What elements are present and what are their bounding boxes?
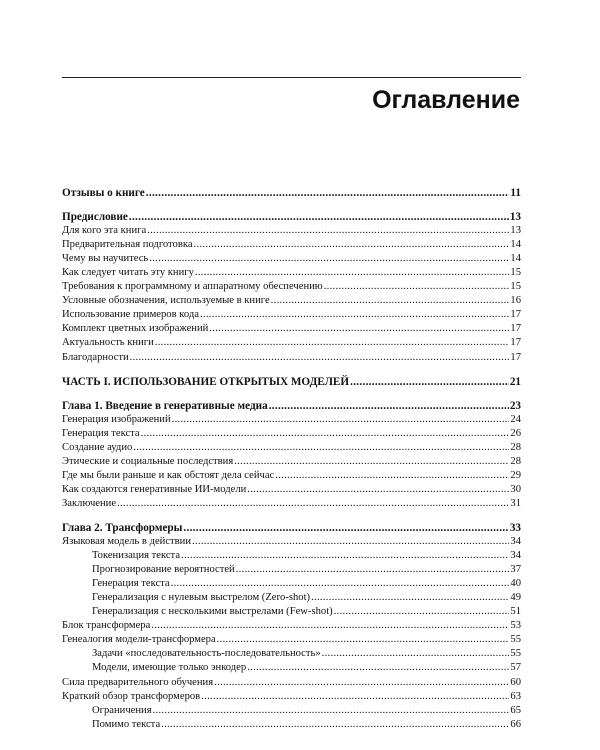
toc-page-number: 14 [510,239,521,251]
toc-page-number: 37 [510,564,521,576]
toc-subentry[interactable] [62,718,521,732]
toc-entry-label: Ограничения [92,704,152,716]
toc-subentry[interactable] [62,661,521,675]
toc-subentry[interactable] [62,605,521,619]
toc-subentry[interactable] [62,647,521,661]
toc-subentry[interactable] [62,577,521,591]
toc-entry[interactable] [62,336,521,350]
dot-leader [311,591,509,605]
toc-entry-label: Предварительная подготовка [62,239,193,251]
toc-heading-entry[interactable] [62,375,521,389]
dot-leader [247,661,509,675]
toc-page-number: 30 [510,483,521,495]
dot-leader [155,336,510,350]
dot-leader [183,521,508,535]
toc-page-number: 13 [509,211,521,224]
toc-page-number: 65 [510,704,521,716]
header-rule [62,77,521,78]
toc-page-number: 28 [510,441,521,453]
dot-leader [236,563,510,577]
toc-page-number: 31 [510,497,521,509]
toc-entry-label: Чему вы научитесь [62,253,149,265]
dot-leader [275,469,509,483]
dot-leader [153,704,510,718]
dot-leader [195,266,510,280]
toc-heading-entry[interactable] [62,399,521,413]
toc-entry-label: Блок трансформера [62,620,151,632]
toc-subentry[interactable] [62,563,521,577]
dot-leader [181,549,509,563]
toc-heading-entry[interactable] [62,186,521,200]
toc-entry[interactable] [62,351,521,365]
toc-entry-label: Комплект цветных изображений [62,323,209,335]
toc-entry-label: Предисловие [62,211,128,224]
toc-entry[interactable] [62,252,521,266]
toc-entry[interactable] [62,690,521,704]
toc-entry-label: Генеалогия модели-трансформера [62,634,216,646]
dot-leader [217,633,510,647]
toc-entry[interactable] [62,441,521,455]
dot-leader [194,238,510,252]
toc-page-number: 26 [510,427,521,439]
dot-leader [172,413,510,427]
dot-leader [201,690,509,704]
toc-page-number: 16 [510,295,521,307]
toc-page-number: 53 [510,620,521,632]
toc-page-number: 21 [509,375,521,388]
toc-page-number: 57 [510,662,521,674]
dot-leader [146,186,510,200]
toc-entry-label: Задачи «последовательность-последовательность» [92,648,321,660]
dot-leader [324,280,510,294]
toc-entry[interactable] [62,455,521,469]
toc-entry-label: Генерализация с нулевым выстрелом (Zero-shot) [92,592,311,604]
toc-subentry[interactable] [62,549,521,563]
toc-entry-label: Краткий обзор трансформеров [62,690,201,702]
toc-entry-label: Создание аудио [62,441,133,453]
toc-page-number: 17 [510,323,521,335]
toc-entry[interactable] [62,535,521,549]
dot-leader [149,252,509,266]
dot-leader [214,676,509,690]
toc-entry[interactable] [62,322,521,336]
dot-leader [129,210,509,224]
toc-entry[interactable] [62,676,521,690]
toc-gap [62,389,521,399]
toc-gap [62,511,521,521]
toc-entry[interactable] [62,238,521,252]
toc-entry-label: Заключение [62,497,117,509]
toc-entry-label: Генерация изображений [62,413,171,425]
toc-heading-entry[interactable] [62,210,521,224]
toc-entry[interactable] [62,633,521,647]
toc-page-number: 17 [510,351,521,363]
toc-page-number: 28 [510,455,521,467]
toc-entry-label: Для кого эта книга [62,225,147,237]
toc-entry-label: Глава 2. Трансформеры [62,521,183,534]
dot-leader [141,427,510,441]
dot-leader [151,619,509,633]
toc-page-number: 33 [509,521,521,534]
dot-leader [234,455,509,469]
toc-entry-label: Актуальность книги [62,337,154,349]
toc-page-number: 55 [510,634,521,646]
toc-page-number: 34 [510,550,521,562]
dot-leader [200,308,509,322]
toc-page-number: 24 [510,413,521,425]
toc-entry-label: Где мы были раньше и как обстоят дела сейчас [62,469,275,481]
toc-page-number: 34 [510,536,521,548]
toc-page-number: 14 [510,253,521,265]
toc-entry-label: Использование примеров кода [62,309,199,321]
toc-entry-label: Благодарности [62,351,129,363]
toc-gap [62,200,521,210]
dot-leader [271,294,510,308]
toc-page-number: 63 [510,690,521,702]
dot-leader [133,441,509,455]
page-title: Оглавление [372,86,520,114]
toc-entry[interactable] [62,483,521,497]
dot-leader [130,351,510,365]
dot-leader [322,647,510,661]
dot-leader [171,577,510,591]
toc-entry[interactable] [62,619,521,633]
toc-page-number: 17 [510,337,521,349]
toc-entry[interactable] [62,413,521,427]
toc-entry[interactable] [62,469,521,483]
dot-leader [350,375,509,389]
toc-page-number: 60 [510,676,521,688]
dot-leader [161,718,509,732]
toc-page-number: 55 [510,648,521,660]
toc-entry-label: Языковая модель в действии [62,536,191,548]
toc-entry-label: Прогнозирование вероятностей [92,564,235,576]
toc-entry[interactable] [62,224,521,238]
toc-page-number: 51 [510,606,521,618]
toc-page-number: 15 [510,267,521,279]
toc-page-number: 13 [510,225,521,237]
toc-entry[interactable] [62,427,521,441]
toc-page-number: 23 [509,399,521,412]
toc-entry-label: Помимо текста [92,718,161,730]
dot-leader [247,483,509,497]
toc-page-number: 40 [510,578,521,590]
toc-entry[interactable] [62,294,521,308]
toc-entry[interactable] [62,280,521,294]
toc-entry[interactable] [62,308,521,322]
toc-page-number: 17 [510,309,521,321]
toc-heading-entry[interactable] [62,521,521,535]
dot-leader [269,399,509,413]
toc-gap [62,365,521,375]
toc-entry-label: Как создаются генеративные ИИ-модели [62,483,247,495]
toc-page-number: 15 [510,281,521,293]
toc-entry-label: Требования к программному и аппаратному обеспечению [62,281,323,293]
dot-leader [147,224,509,238]
toc-entry-label: Сила предварительного обучения [62,676,214,688]
toc-entry-label: Отзывы о книге [62,187,145,199]
dot-leader [209,322,509,336]
dot-leader [117,497,509,511]
toc-entry-label: Условные обозначения, используемые в книге [62,295,270,307]
toc-subentry[interactable] [62,704,521,718]
toc-entry-label: Модели, имеющие только энкодер [92,662,247,674]
table-of-contents [62,186,521,732]
dot-leader [192,535,509,549]
toc-entry-label: Генерация текста [92,578,170,590]
dot-leader [334,605,510,619]
toc-page-number: 49 [510,592,521,604]
toc-entry-label: Генерализация с несколькими выстрелами (Few-shot) [92,606,333,618]
toc-entry-label: Этические и социальные последствия [62,455,234,467]
toc-entry[interactable] [62,266,521,280]
toc-entry-label: ЧАСТЬ I. ИСПОЛЬЗОВАНИЕ ОТКРЫТЫХ МОДЕЛЕЙ [62,375,350,388]
toc-page-number: 66 [510,718,521,730]
toc-entry-label: Как следует читать эту книгу [62,267,194,279]
toc-entry-label: Токенизация текста [92,550,181,562]
toc-entry-label: Глава 1. Введение в генеративные медиа [62,399,268,412]
toc-subentry[interactable] [62,591,521,605]
toc-page-number: 11 [510,187,521,199]
toc-entry[interactable] [62,497,521,511]
toc-entry-label: Генерация текста [62,427,140,439]
toc-page-number: 29 [510,469,521,481]
